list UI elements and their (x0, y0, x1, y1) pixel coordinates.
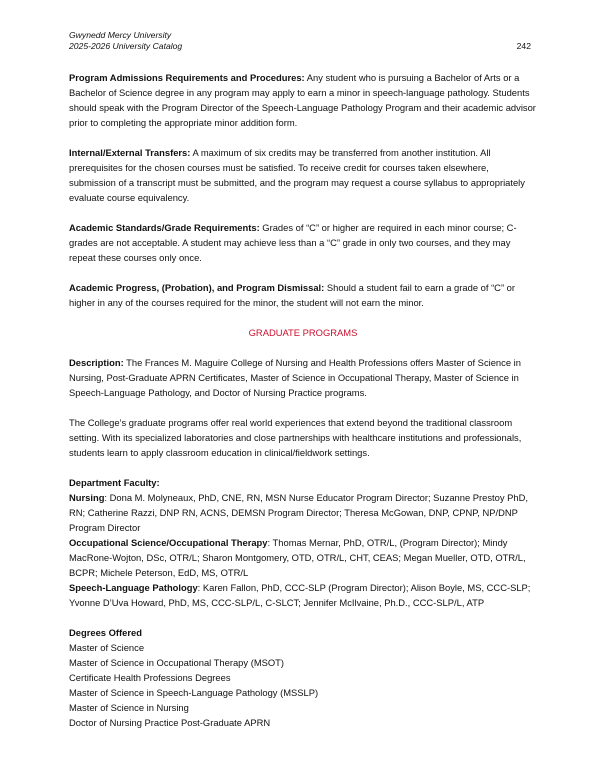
admissions-label: Program Admissions Requirements and Procedures: (69, 72, 305, 83)
standards-text: Grades of “C” or higher are required in each minor course; C- grades are not acceptable. A student may achieve less than a “C” grade in only two courses, and they may repeat these courses only once. (69, 222, 517, 263)
description-label: Description: (69, 357, 124, 368)
faculty-section (69, 475, 537, 610)
degree-item: Doctor of Nursing Practice Post-Graduate APRN (69, 717, 271, 728)
university-name: Gwynedd Mercy University (69, 30, 172, 40)
faculty-group-text: : Karen Fallon, PhD, CCC-SLP (Program Director); Alison Boyle, MS, CCC-SLP; Yvonne D’Uva Howard, PhD, MS, CCC-SLP/L, C-SLCT; Jennifer McIlvaine, Ph.D., CCC-SLP/L, ATP (69, 582, 531, 608)
degree-item: Master of Science in Speech-Language Pathology (MSSLP) (69, 687, 319, 698)
faculty-nursing (69, 490, 537, 535)
faculty-group-text: : Dona M. Molyneaux, PhD, CNE, RN, MSN Nurse Educator Program Director; Suzanne Prestoy PhD, RN; Catherine Razzi, DNP RN, ACNS, DEMSN Program Director; Theresa McGowan, DNP, CPNP, NP/DNP Program Director (69, 492, 529, 533)
degree-item: Master of Science in Occupational Therapy (MSOT) (69, 657, 285, 668)
admissions-paragraph (69, 70, 537, 130)
catalog-title: 2025-2026 University Catalog (69, 41, 183, 51)
degree-item: Certificate Health Professions Degrees (69, 672, 231, 683)
degree-item: Master of Science (69, 642, 145, 653)
degree-item: Master of Science in Nursing (69, 702, 189, 713)
experience-paragraph: The College’s graduate programs offer real world experiences that extend beyond the traditional classroom setting. With its specialized laboratories and close partnerships with healthcare institutions and professionals, students learn to apply classroom education in clinical/fieldwork settings. (69, 417, 522, 458)
standards-label: Academic Standards/Grade Requirements: (69, 222, 260, 233)
faculty-heading: Department Faculty: (69, 477, 160, 488)
description-paragraph (69, 355, 537, 400)
transfers-label: Internal/External Transfers: (69, 147, 191, 158)
graduate-programs-heading: GRADUATE PROGRAMS (248, 327, 358, 338)
faculty-group-text: : Thomas Mernar, PhD, OTR/L, (Program Director); Mindy MacRone-Wojton, DSc, OTR/L; Sharon Montgomery, OTD, OTR/L, CHT, CEAS; Megan Mueller, OTD, OTR/L, BCPR; Michele Peterson, EdD, MS, OTR/L (69, 537, 526, 578)
page-number: 242 (516, 41, 531, 51)
faculty-group-label: Occupational Science/Occupational Therapy (69, 537, 268, 548)
description-text: The Frances M. Maguire College of Nursing and Health Professions offers Master of Science in Nursing, Post-Graduate APRN Certificates, Master of Science in Occupational Therapy, Master of Science in Speech-Language Pathology, and Doctor of Nursing Practice programs. (69, 357, 521, 398)
progress-paragraph (69, 280, 537, 310)
page-body (69, 70, 537, 730)
faculty-group-label: Speech-Language Pathology (69, 582, 198, 593)
admissions-text: Any student who is pursuing a Bachelor of Arts or a Bachelor of Science degree in any program may apply to earn a minor in speech-language pathology. Students should speak with the Program Director of the Speech-Language Pathology Program and their academic advisor prior to completing the appropriate minor addition form. (69, 72, 536, 128)
degrees-section (69, 625, 537, 730)
faculty-speech-language (69, 580, 537, 610)
faculty-group-label: Nursing (69, 492, 105, 503)
progress-label: Academic Progress, (Probation), and Program Dismissal: (69, 282, 325, 293)
progress-text: Should a student fail to earn a grade of “C” or higher in any of the courses required for the minor, the student will not earn the minor. (69, 282, 516, 308)
transfers-paragraph (69, 145, 537, 205)
page-header (69, 30, 531, 52)
transfers-text: A maximum of six credits may be transferred from another institution. All prerequisites for the chosen courses must be satisfied. To receive credit for courses taken elsewhere, submission of a transcript must be submitted, and the program may request a course syllabus to appropriately evaluate course equivalency. (69, 147, 525, 203)
degrees-heading: Degrees Offered (69, 627, 142, 638)
standards-paragraph (69, 220, 537, 265)
faculty-occupational-therapy (69, 535, 537, 580)
